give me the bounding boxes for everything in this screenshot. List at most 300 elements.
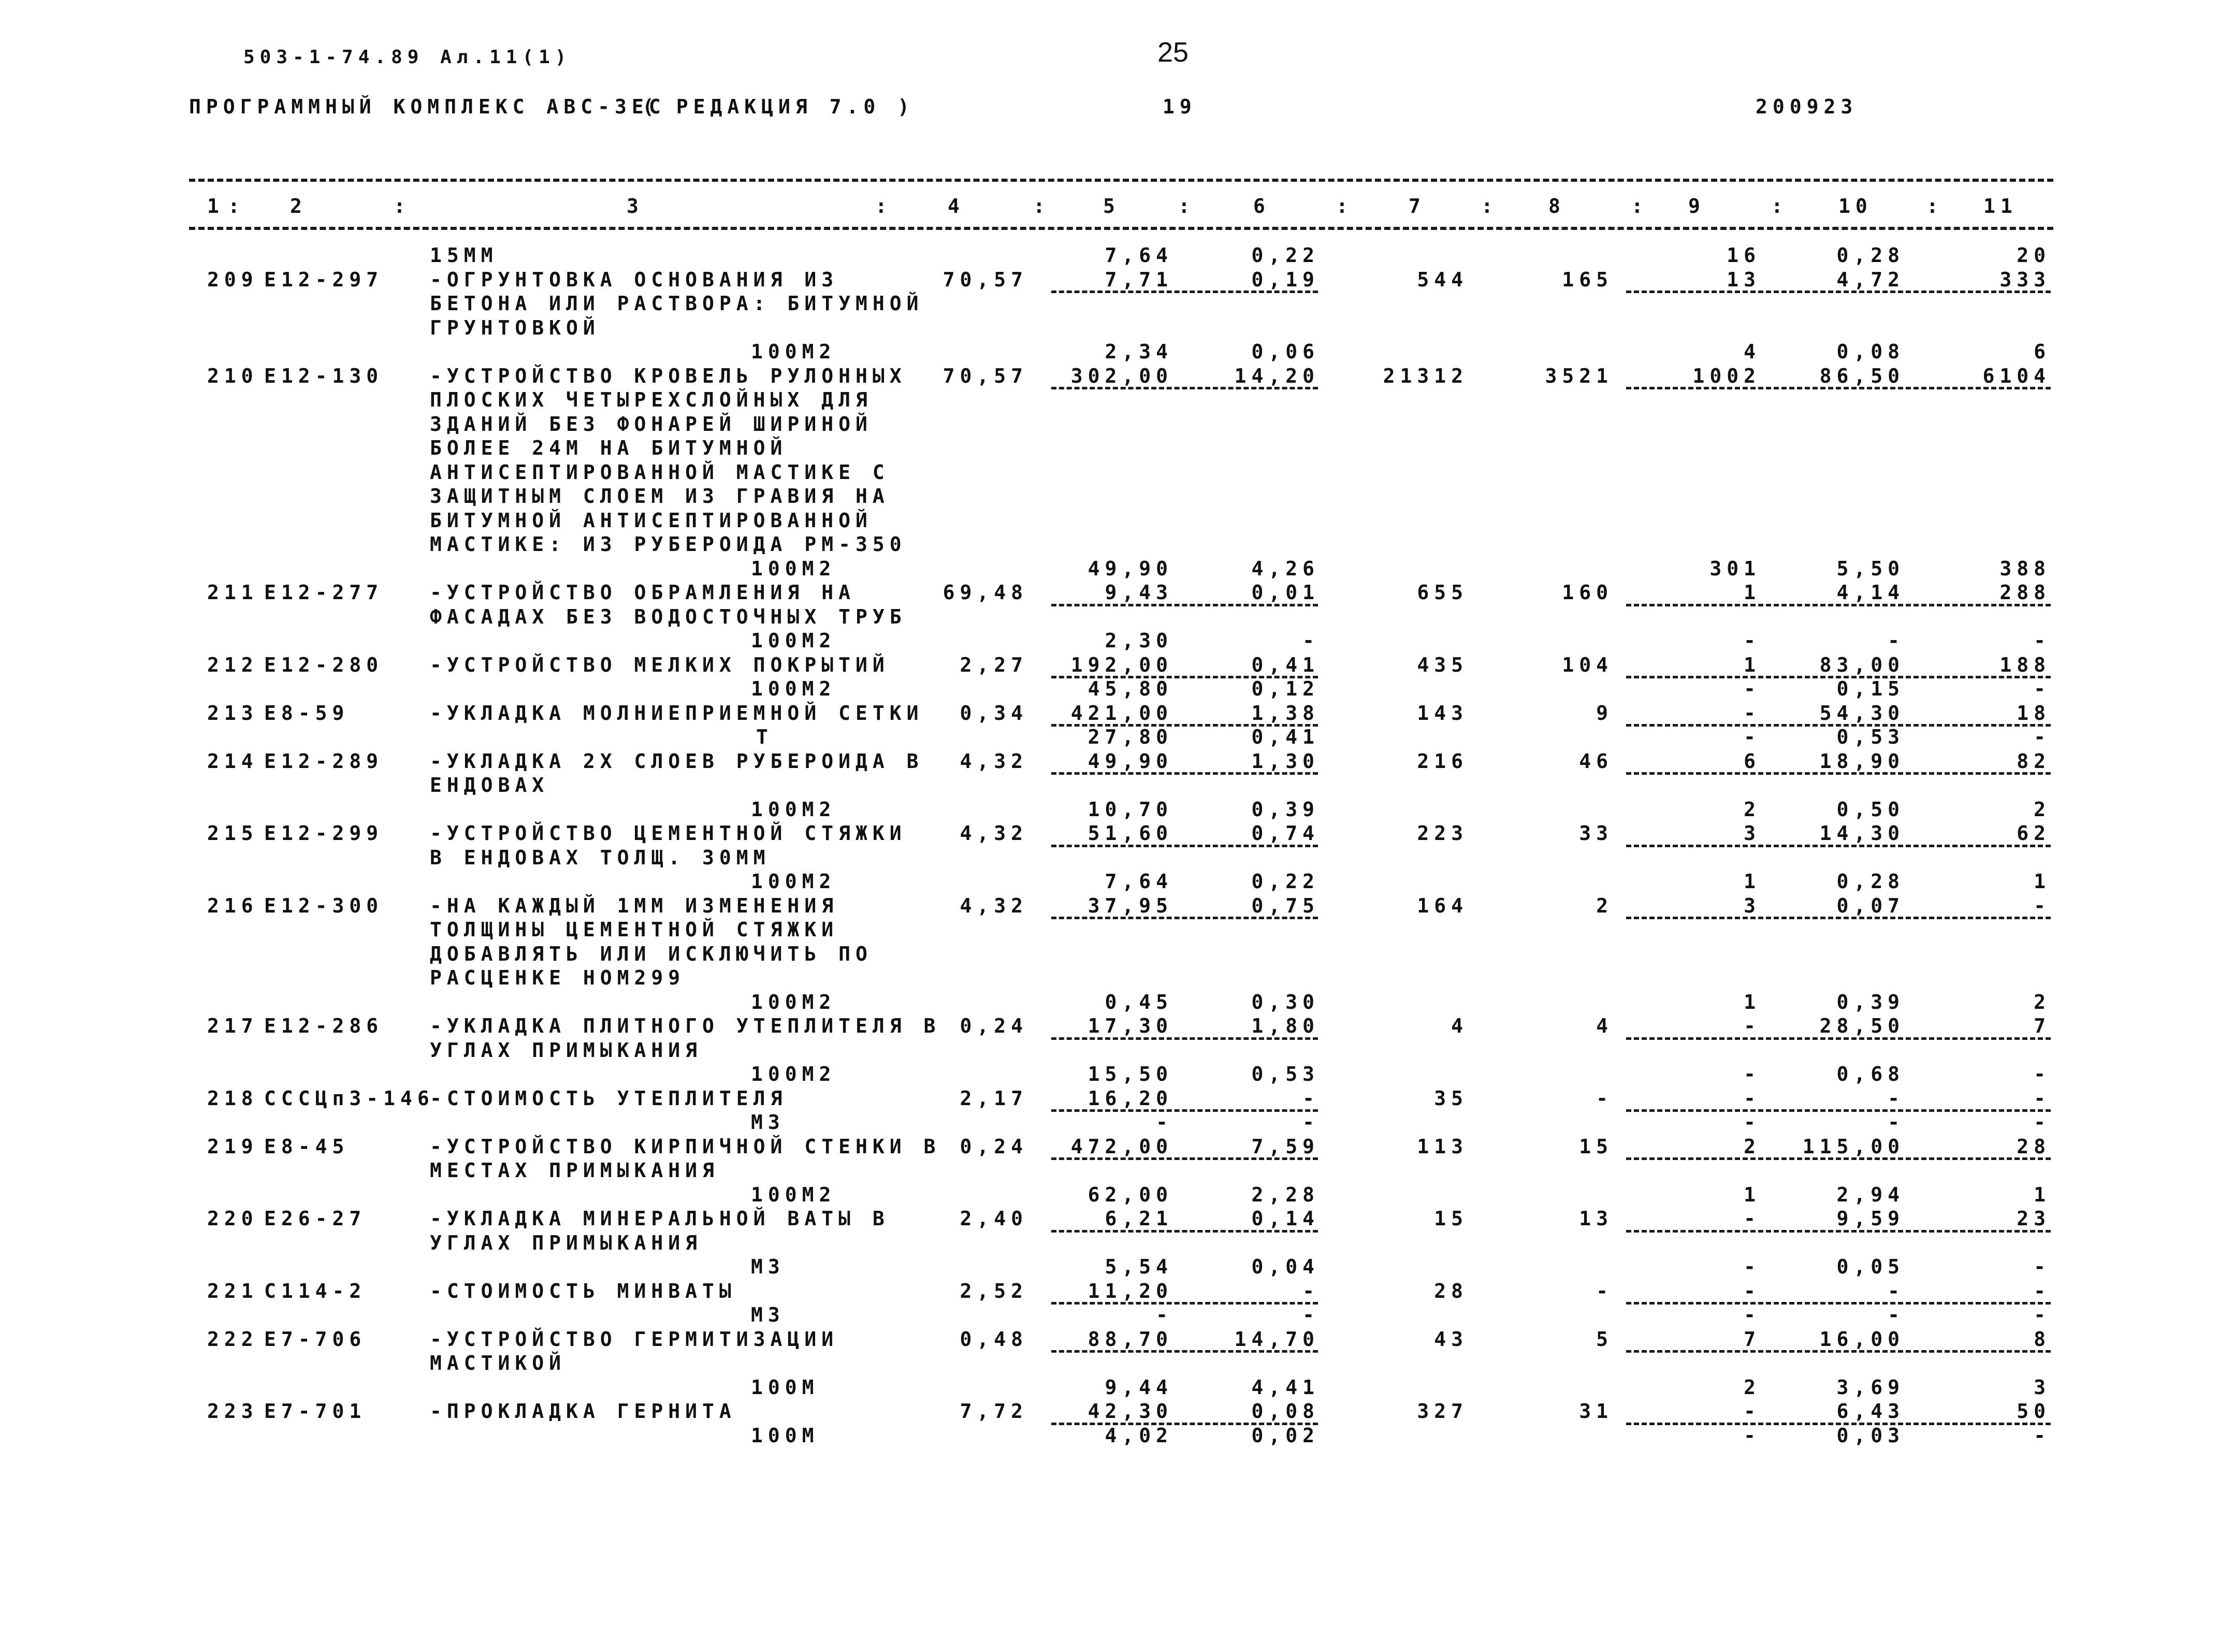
cell-c9: 1: [1744, 653, 1761, 676]
row-description-line: ГРУНТОВКОЙ: [430, 316, 600, 339]
cell-c4: 4,32: [960, 822, 1028, 845]
cell-c10: 86,50: [1819, 364, 1905, 387]
cell-c10b: 0,39: [1836, 990, 1905, 1013]
cell-c7: 35: [1434, 1086, 1468, 1110]
row-description-line: -СТОИМОСТЬ УТЕПЛИТЕЛЯ: [430, 1086, 788, 1110]
row-description-line: -УКЛАДКА МОЛНИЕПРИЕМНОЙ СЕТКИ: [430, 701, 924, 724]
cell-c11: 288: [1999, 581, 2051, 604]
row-description-line: -ПРОКЛАДКА ГЕРНИТА: [430, 1400, 736, 1423]
cell-c11b: 3: [2034, 1375, 2051, 1399]
cell-c11: 18: [2017, 701, 2051, 724]
row-description-line: ЗАЩИТНЫМ СЛОЕМ ИЗ ГРАВИЯ НА: [430, 485, 890, 508]
cell-c11b: -: [2034, 677, 2051, 700]
column-header: 4: [948, 195, 965, 218]
row-description-line: -УСТРОЙСТВО КИРПИЧНОЙ СТЕНКИ В: [430, 1135, 941, 1158]
cell-separator: [1051, 1109, 1318, 1112]
cell-c5b: 10,70: [1088, 798, 1173, 821]
cell-c5b: 62,00: [1088, 1183, 1173, 1206]
row-description-line: -УКЛАДКА ПЛИТНОГО УТЕПЛИТЕЛЯ В: [430, 1015, 941, 1037]
column-header: :: [1481, 195, 1498, 218]
cell-c4: 2,52: [960, 1279, 1028, 1302]
cell-c9: 2: [1744, 1135, 1761, 1158]
cell-c6: 1,30: [1251, 749, 1320, 773]
cell-c9: 1002: [1692, 364, 1761, 387]
cell-c11b: -: [2034, 629, 2051, 652]
row-description-line: -УСТРОЙСТВО КРОВЕЛЬ РУЛОННЫХ: [430, 364, 907, 387]
cell-c6b: 0,06: [1251, 340, 1320, 363]
row-unit: 100М2: [751, 677, 836, 700]
cell-c5: 192,00: [1070, 653, 1173, 676]
row-code: Е7-706: [264, 1327, 367, 1351]
row-unit: 100М2: [751, 1183, 836, 1206]
cell-c10: 0,07: [1836, 894, 1905, 917]
cell-c11b: -: [2034, 726, 2051, 748]
cell-separator: [1626, 772, 2051, 775]
row-description-line: -УСТРОЙСТВО ЦЕМЕНТНОЙ СТЯЖКИ: [430, 822, 907, 845]
cell-c9: -: [1744, 1400, 1761, 1423]
cell-c5b: 49,90: [1088, 557, 1173, 580]
cell-c11b: 1: [2034, 1183, 2051, 1206]
row-description-line: ПЛОСКИХ ЧЕТЫРЕХСЛОЙНЫХ ДЛЯ: [430, 388, 873, 411]
row-number: 216: [207, 894, 258, 917]
row-description-line: В ЕНДОВАХ ТОЛЩ. 30ММ: [430, 846, 771, 869]
cell-c9b: 2: [1744, 1375, 1761, 1399]
row-unit: М3: [751, 1255, 785, 1278]
cell-c6: 7,59: [1251, 1135, 1320, 1158]
cell-c5b: 2,30: [1105, 629, 1173, 652]
cell-c11: -: [2034, 894, 2051, 917]
cell-c9b: -: [1744, 1255, 1761, 1278]
cell-c6: 0,74: [1251, 822, 1320, 845]
cell-c9: 3: [1744, 894, 1761, 917]
cell-c10b: 0,03: [1836, 1424, 1905, 1447]
row-unit: 100М: [751, 1375, 819, 1399]
cell-c8: 2: [1596, 894, 1613, 917]
cell-c10: 4,14: [1836, 581, 1905, 604]
cell-c5b: 2,34: [1105, 340, 1173, 363]
cell-c6b: -: [1302, 629, 1320, 652]
row-description-line: -УСТРОЙСТВО ГЕРМИТИЗАЦИИ: [430, 1327, 839, 1351]
row-number: 220: [207, 1207, 258, 1230]
cell-c5: 9,43: [1105, 581, 1173, 604]
cell-c5b: 5,54: [1105, 1255, 1173, 1278]
cell-c5b: 27,80: [1088, 726, 1173, 748]
cell-c11b: 6: [2034, 340, 2051, 363]
cell-c8: -: [1596, 1279, 1613, 1302]
row-code: Е8-59: [264, 701, 350, 724]
row-number: 222: [207, 1327, 258, 1351]
cell-c9: 16: [1727, 244, 1761, 267]
row-unit: 100М2: [751, 1063, 836, 1085]
cell-c10b: 0,08: [1836, 340, 1905, 363]
cell-c10: 115,00: [1802, 1135, 1905, 1158]
cell-c4: 2,17: [960, 1086, 1028, 1110]
cell-c9: -: [1744, 1279, 1761, 1302]
row-number: 210: [207, 364, 258, 387]
cell-separator: [1626, 604, 2051, 606]
cell-c6b: 0,30: [1251, 990, 1320, 1013]
cell-c9b: -: [1744, 677, 1761, 700]
cell-c11b: -: [2034, 1063, 2051, 1085]
row-description-line: -УСТРОЙСТВО ОБРАМЛЕНИЯ НА: [430, 581, 856, 604]
cell-c8: 33: [1579, 822, 1613, 845]
cell-c4: 2,40: [960, 1207, 1028, 1230]
cell-c9: -: [1744, 1086, 1761, 1110]
row-number: 213: [207, 701, 258, 724]
cell-c9: 13: [1727, 268, 1761, 291]
cell-c10b: 2,94: [1836, 1183, 1905, 1206]
cell-separator: [1626, 387, 2051, 389]
row-description-line: ЕНДОВАХ: [430, 774, 549, 796]
row-code: СССЦп3-146: [264, 1086, 434, 1110]
row-unit: 100М: [751, 1424, 819, 1447]
cell-c6b: 4,41: [1251, 1375, 1320, 1399]
cell-c4: 4,32: [960, 894, 1028, 917]
cell-c5: 472,00: [1070, 1135, 1173, 1158]
cell-c8: 165: [1562, 268, 1613, 291]
cell-c6b: 0,12: [1251, 677, 1320, 700]
cell-c5b: 0,45: [1105, 990, 1173, 1013]
cell-separator: [1051, 1302, 1318, 1305]
cell-c11: 82: [2017, 749, 2051, 773]
row-description-line: УГЛАХ ПРИМЫКАНИЯ: [430, 1038, 703, 1062]
cell-c5b: -: [1156, 1303, 1173, 1326]
cell-separator: [1051, 1037, 1318, 1040]
cell-c6: 1,80: [1251, 1015, 1320, 1037]
edition: ( РЕДАКЦИЯ 7.0 ): [642, 95, 915, 118]
cell-c7: 655: [1417, 581, 1468, 604]
cell-separator: [1626, 1037, 2051, 1040]
cell-c8: 15: [1579, 1135, 1613, 1158]
cell-c9: 3: [1744, 822, 1761, 845]
cell-c8: 46: [1579, 749, 1613, 773]
row-unit: 100М2: [751, 990, 836, 1013]
cell-separator: [1626, 917, 2051, 919]
cell-c6b: 0,41: [1251, 726, 1320, 748]
row-number: 212: [207, 653, 258, 676]
cell-c6b: 4,26: [1251, 557, 1320, 580]
cell-c6: 0,01: [1251, 581, 1320, 604]
sheet-number: 19: [1163, 95, 1197, 118]
column-header: 8: [1548, 195, 1566, 218]
cell-c9b: 4: [1744, 340, 1761, 363]
cell-c5: 7,71: [1105, 268, 1173, 291]
cell-c5: 6,21: [1105, 1207, 1173, 1230]
row-description-line: АНТИСЕПТИРОВАННОЙ МАСТИКЕ С: [430, 460, 890, 484]
column-header: 1: [207, 195, 224, 218]
cell-c11: 62: [2017, 822, 2051, 845]
cell-c10: -: [1888, 1086, 1905, 1110]
row-number: 211: [207, 581, 258, 604]
row-number: 209: [207, 268, 258, 291]
row-code: Е12-286: [264, 1015, 384, 1037]
cell-c6b: 2,28: [1251, 1183, 1320, 1206]
cell-separator: [1051, 1157, 1318, 1160]
cell-c6b: 0,53: [1251, 1063, 1320, 1085]
row-description-line: ТОЛЩИНЫ ЦЕМЕНТНОЙ СТЯЖКИ: [430, 918, 839, 941]
cell-c6b: -: [1302, 1111, 1320, 1134]
column-header: :: [1631, 195, 1648, 218]
cell-c7: 43: [1434, 1327, 1468, 1351]
cell-c11: 333: [1999, 268, 2051, 291]
cell-c6: 14,20: [1234, 364, 1320, 387]
cell-c6b: 0,02: [1251, 1424, 1320, 1447]
cell-c7: 28: [1434, 1279, 1468, 1302]
cell-c7: 327: [1417, 1400, 1468, 1423]
cell-c7: 216: [1417, 749, 1468, 773]
cell-c6: 0,75: [1251, 894, 1320, 917]
column-header: 5: [1103, 195, 1120, 218]
cell-c11: 50: [2017, 1400, 2051, 1423]
column-header: :: [1926, 195, 1944, 218]
row-code: Е12-297: [264, 268, 384, 291]
row-description-line: 15ММ: [430, 244, 498, 267]
cell-c11b: -: [2034, 1424, 2051, 1447]
cell-c9: 1: [1744, 581, 1761, 604]
cell-c10: 18,90: [1819, 749, 1905, 773]
cell-c7: 143: [1417, 701, 1468, 724]
cell-c10: 6,43: [1836, 1400, 1905, 1423]
cell-separator: [1051, 291, 1318, 293]
cell-c11: 7: [2034, 1015, 2051, 1037]
cell-c7: 15: [1434, 1207, 1468, 1230]
cell-c9b: 1: [1744, 990, 1761, 1013]
row-code: Е12-277: [264, 581, 384, 604]
cell-c4: 4,32: [960, 749, 1028, 773]
cell-separator: [1626, 1230, 2051, 1233]
column-header: 6: [1253, 195, 1270, 218]
column-header: :: [1033, 195, 1050, 218]
row-description-line: -УКЛАДКА 2Х СЛОЕВ РУБЕРОИДА В: [430, 749, 924, 773]
cell-c8: 3521: [1545, 364, 1613, 387]
cell-c5: 37,95: [1088, 894, 1173, 917]
cell-c5b: 4,02: [1105, 1424, 1173, 1447]
row-description-line: -УКЛАДКА МИНЕРАЛЬНОЙ ВАТЫ В: [430, 1207, 890, 1230]
cell-c8: 9: [1596, 701, 1613, 724]
row-unit: М3: [751, 1111, 785, 1134]
cell-c7: 544: [1417, 268, 1468, 291]
row-description-line: -УСТРОЙСТВО МЕЛКИХ ПОКРЫТИЙ: [430, 653, 890, 676]
cell-c8: 13: [1579, 1207, 1613, 1230]
cell-c10b: 0,15: [1836, 677, 1905, 700]
cell-c4: 0,48: [960, 1327, 1028, 1351]
cell-c11: 8: [2034, 1327, 2051, 1351]
cell-c10: 54,30: [1819, 701, 1905, 724]
row-code: Е12-299: [264, 822, 384, 845]
column-header: :: [1336, 195, 1353, 218]
row-unit: Т: [756, 726, 773, 748]
cell-c5b: 45,80: [1088, 677, 1173, 700]
cell-c6: -: [1302, 1086, 1320, 1110]
row-number: 217: [207, 1015, 258, 1037]
cell-separator: [1051, 917, 1318, 919]
cell-c8: 5: [1596, 1327, 1613, 1351]
cell-c6: 0,14: [1251, 1207, 1320, 1230]
cell-c9b: -: [1744, 1424, 1761, 1447]
cell-separator: [1051, 845, 1318, 847]
column-header: :: [228, 195, 245, 218]
cell-c9: 7: [1744, 1327, 1761, 1351]
row-description-line: БЕТОНА ИЛИ РАСТВОРА: БИТУМНОЙ: [430, 292, 924, 315]
cell-c4: 70,57: [943, 268, 1028, 291]
cell-c6: 14,70: [1234, 1327, 1320, 1351]
cell-c11: 188: [1999, 653, 2051, 676]
cell-c7: 223: [1417, 822, 1468, 845]
column-header: 3: [627, 195, 644, 218]
row-unit: 100М2: [751, 340, 836, 363]
cell-c4: 7,72: [960, 1400, 1028, 1423]
cell-c4: 0,24: [960, 1015, 1028, 1037]
cell-c10b: 3,69: [1836, 1375, 1905, 1399]
cell-c5b: -: [1156, 1111, 1173, 1134]
cell-c5: 42,30: [1088, 1400, 1173, 1423]
page-number: 25: [1157, 37, 1189, 68]
cell-c9b: 1: [1744, 1183, 1761, 1206]
cell-c11: 28: [2017, 1135, 2051, 1158]
cell-c6: 0,19: [1251, 268, 1320, 291]
cell-c6b: 0,39: [1251, 798, 1320, 821]
cell-c10: 14,30: [1819, 822, 1905, 845]
cell-separator: [1626, 1157, 2051, 1160]
cell-c11: 6104: [1982, 364, 2051, 387]
cell-c6b: 0,04: [1251, 1255, 1320, 1278]
cell-c9: -: [1744, 701, 1761, 724]
table-header-rule: [189, 227, 2053, 230]
cell-c7: 113: [1417, 1135, 1468, 1158]
cell-separator: [1626, 845, 2051, 847]
row-code: С114-2: [264, 1279, 367, 1302]
cell-c11: -: [2034, 1086, 2051, 1110]
cell-c7: 4: [1451, 1015, 1468, 1037]
row-description-line: -ОГРУНТОВКА ОСНОВАНИЯ ИЗ: [430, 268, 839, 291]
cell-c5: 49,90: [1088, 749, 1173, 773]
row-description-line: РАСЦЕНКЕ НОМ299: [430, 966, 686, 989]
column-header: 10: [1838, 195, 1873, 218]
cell-c11b: 2: [2034, 798, 2051, 821]
cell-c10b: -: [1888, 1111, 1905, 1134]
cell-c11b: -: [2034, 1111, 2051, 1134]
cell-c5b: 9,44: [1105, 1375, 1173, 1399]
row-unit: 100М2: [751, 629, 836, 652]
row-code: Е7-701: [264, 1400, 367, 1423]
row-number: 215: [207, 822, 258, 845]
row-number: 218: [207, 1086, 258, 1110]
cell-c5b: 7,64: [1105, 870, 1173, 893]
row-number: 214: [207, 749, 258, 773]
column-header: :: [1771, 195, 1788, 218]
cell-separator: [1051, 1230, 1318, 1233]
cell-c10b: -: [1888, 1303, 1905, 1326]
cell-c8: 104: [1562, 653, 1613, 676]
cell-c11b: -: [2034, 1255, 2051, 1278]
column-header: 7: [1409, 195, 1426, 218]
cell-separator: [1051, 604, 1318, 606]
cell-separator: [1626, 1350, 2051, 1353]
row-description-line: МАСТИКОЙ: [430, 1352, 567, 1374]
cell-c10: 0,28: [1836, 244, 1905, 267]
cell-c9b: 2: [1744, 798, 1761, 821]
row-description-line: ФАСАДАХ БЕЗ ВОДОСТОЧНЫХ ТРУБ: [430, 605, 907, 628]
row-code: Е12-280: [264, 653, 384, 676]
cell-c10b: 0,50: [1836, 798, 1905, 821]
row-description-line: БОЛЕЕ 24М НА БИТУМНОЙ: [430, 437, 788, 459]
cell-c5: 302,00: [1070, 364, 1173, 387]
row-code: Е8-45: [264, 1135, 350, 1158]
cell-c10: 28,50: [1819, 1015, 1905, 1037]
cell-c11: 20: [2017, 244, 2051, 267]
row-number: 221: [207, 1279, 258, 1302]
cell-separator: [1051, 772, 1318, 775]
program-name: ПРОГРАММНЫЙ КОМПЛЕКС АВС-3ЕС: [189, 95, 666, 118]
cell-c8: 31: [1579, 1400, 1613, 1423]
cell-separator: [1051, 1350, 1318, 1353]
column-header: :: [875, 195, 892, 218]
cell-c4: 2,27: [960, 653, 1028, 676]
cell-c5: 421,00: [1070, 701, 1173, 724]
cell-c7: 21312: [1383, 364, 1468, 387]
cell-c9b: -: [1744, 1303, 1761, 1326]
cell-c11b: 2: [2034, 990, 2051, 1013]
column-header: 9: [1688, 195, 1705, 218]
cell-c9b: 1: [1744, 870, 1761, 893]
cell-c9b: -: [1744, 1063, 1761, 1085]
cell-c11b: -: [2034, 1303, 2051, 1326]
cell-c9b: 301: [1709, 557, 1761, 580]
cell-c7: 164: [1417, 894, 1468, 917]
doc-code: 503-1-74.89 Ал.11(1): [243, 47, 572, 68]
cell-c8: 160: [1562, 581, 1613, 604]
row-description-line: МАСТИКЕ: ИЗ РУБЕРОИДА РМ-350: [430, 533, 907, 556]
cell-c9b: -: [1744, 629, 1761, 652]
cell-c6: 0,08: [1251, 1400, 1320, 1423]
row-description-line: ЗДАНИЙ БЕЗ ФОНАРЕЙ ШИРИНОЙ: [430, 412, 873, 436]
cell-separator: [1051, 387, 1318, 389]
row-code: Е12-289: [264, 749, 384, 773]
cell-c10: 4,72: [1836, 268, 1905, 291]
cell-c6: 0,22: [1251, 244, 1320, 267]
cell-c10: 9,59: [1836, 1207, 1905, 1230]
cell-c4: 0,34: [960, 701, 1028, 724]
date-code: 200923: [1756, 95, 1858, 118]
row-description-line: -СТОИМОСТЬ МИНВАТЫ: [430, 1279, 736, 1302]
cell-c9: 6: [1744, 749, 1761, 773]
row-code: Е12-130: [264, 364, 384, 387]
cell-c5: 17,30: [1088, 1015, 1173, 1037]
cell-c11: -: [2034, 1279, 2051, 1302]
cell-c5: 16,20: [1088, 1086, 1173, 1110]
cell-c5: 88,70: [1088, 1327, 1173, 1351]
column-header: 2: [290, 195, 307, 218]
row-unit: 100М2: [751, 870, 836, 893]
column-header: :: [394, 195, 411, 218]
cell-c10: -: [1888, 1279, 1905, 1302]
row-number: 219: [207, 1135, 258, 1158]
cell-c5: 7,64: [1105, 244, 1173, 267]
cell-c11: 23: [2017, 1207, 2051, 1230]
cell-separator: [1626, 1109, 2051, 1112]
cell-c10b: 0,53: [1836, 726, 1905, 748]
column-header: 11: [1983, 195, 2018, 218]
cell-c10b: -: [1888, 629, 1905, 652]
cell-separator: [1626, 1302, 2051, 1305]
row-unit: 100М2: [751, 557, 836, 580]
cell-c9: -: [1744, 1015, 1761, 1037]
cell-c10b: 0,68: [1836, 1063, 1905, 1085]
cell-c4: 69,48: [943, 581, 1028, 604]
cell-c10: 83,00: [1819, 653, 1905, 676]
row-code: Е26-27: [264, 1207, 367, 1230]
cell-c10: 16,00: [1819, 1327, 1905, 1351]
